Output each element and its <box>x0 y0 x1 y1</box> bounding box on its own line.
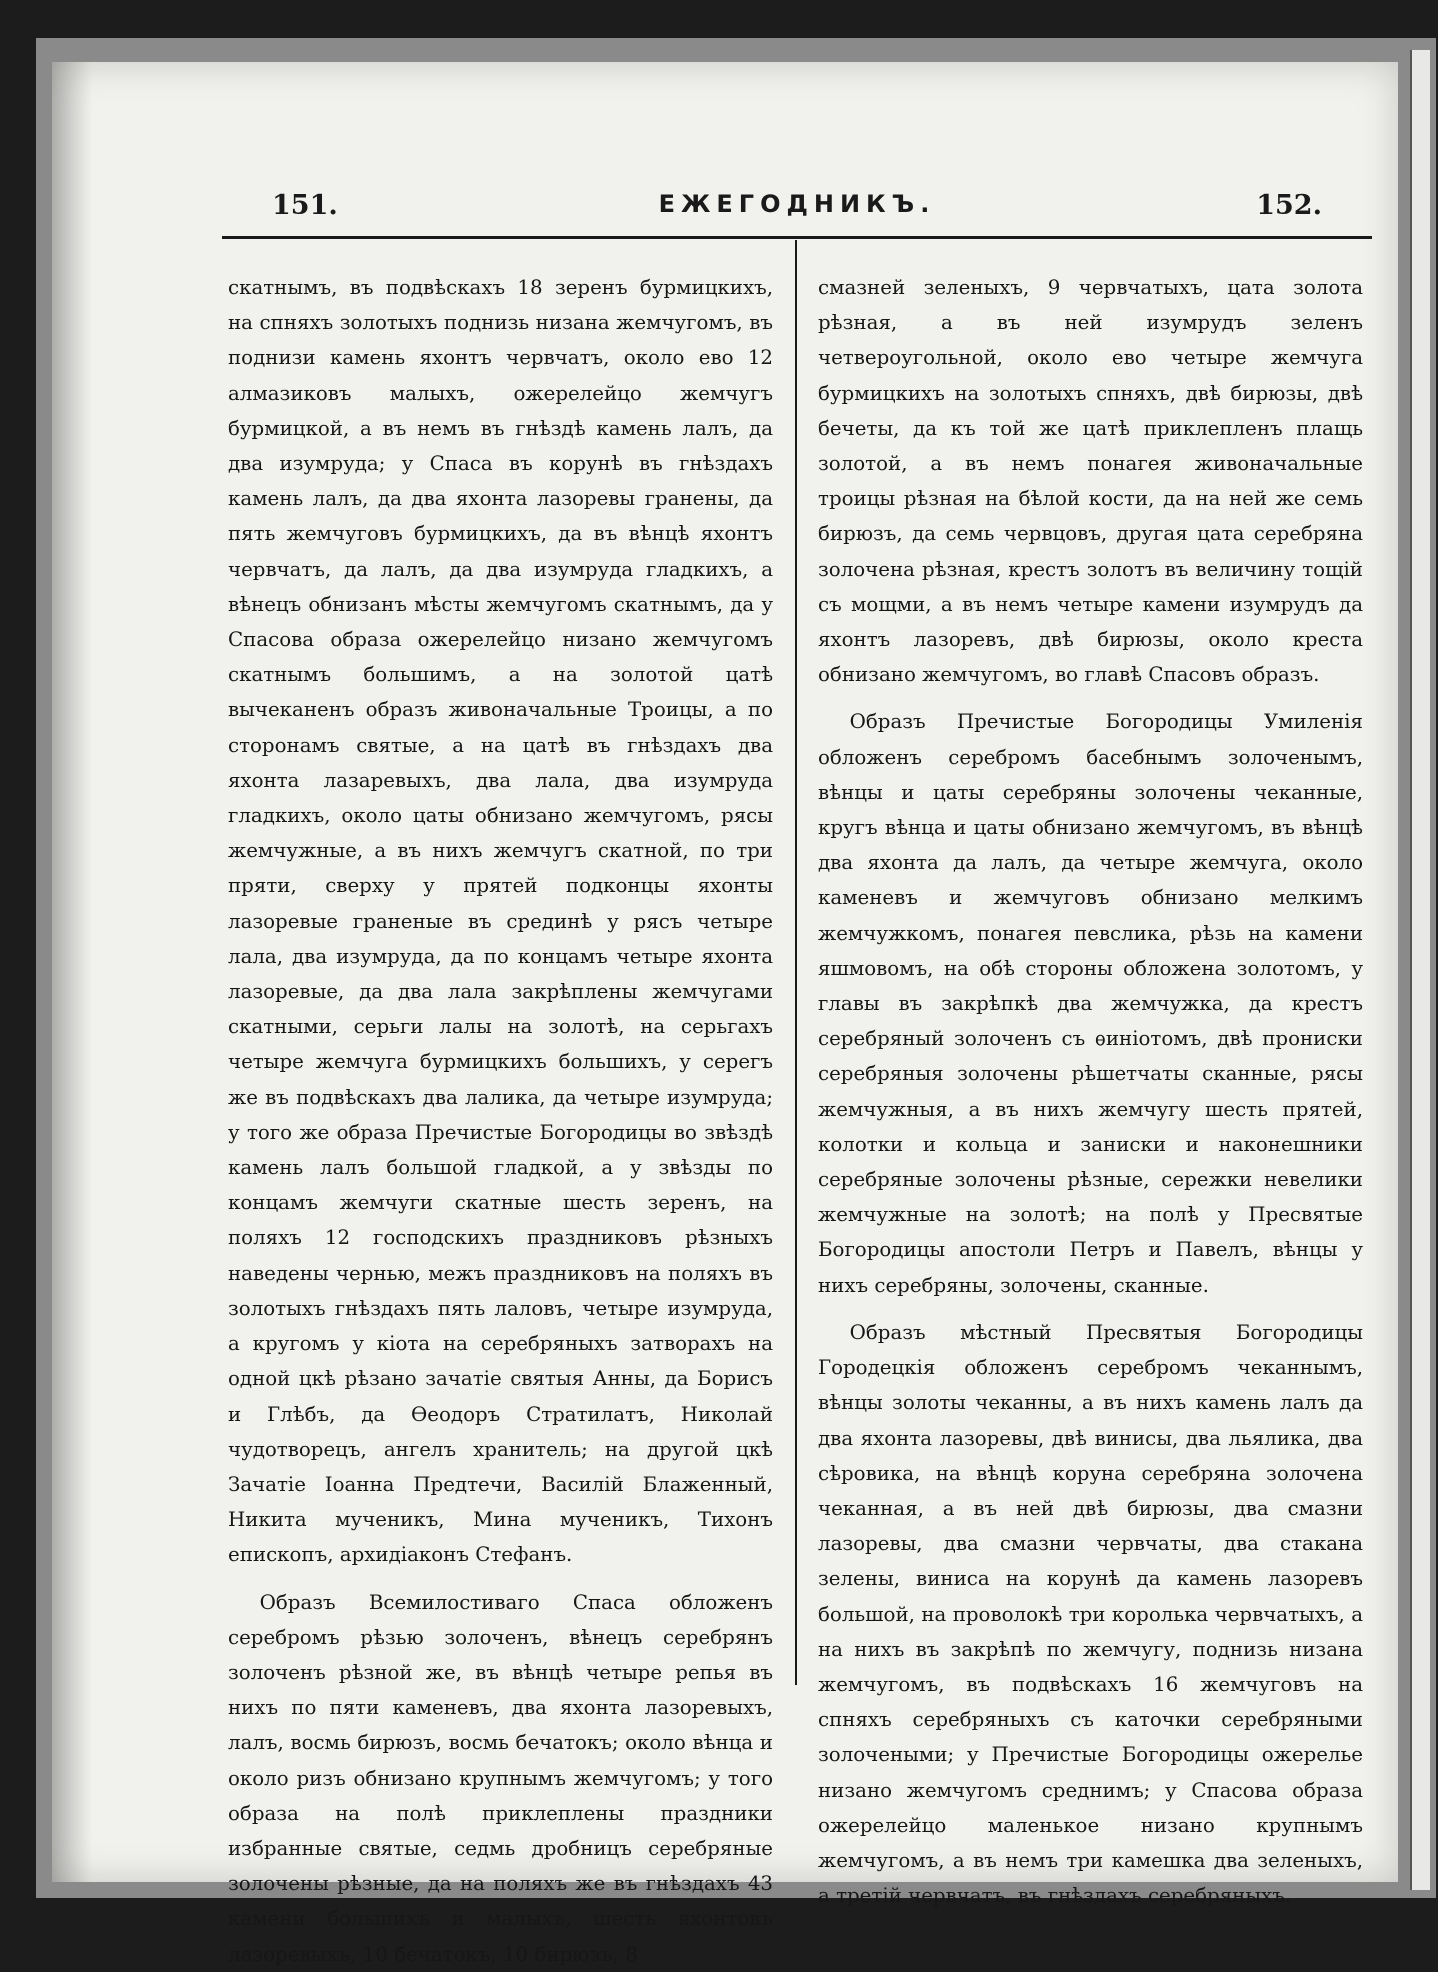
right-column <box>818 270 1363 1913</box>
right-paragraph-2: Образъ Пречистые Богородицы Умиленія обложенъ серебромъ басебнымъ золоченымъ, вѣнцы и цаты серебряны золочены чеканные, кругъ вѣнца и цаты обнизано жемчугомъ, въ вѣнцѣ два яхонта да лалъ, да четыре жемчуга, около каменевъ и жемчуговъ обнизано мелкимъ жемчужкомъ, понагея певслика, рѣзь на камени яшмовомъ, на обѣ стороны обложена золотомъ, у главы въ закрѣпкѣ два жемчужка, да крестъ серебряный золоченъ съ ѳиніотомъ, двѣ прониски серебряныя золочены рѣшетчаты сканные, рясы жемчужныя, а въ нихъ жемчугу шесть прятей, колотки и кольца и заниски и наконешники серебряные золочены рѣзные, сережки невелики жемчужные на золотѣ; на полѣ у Пресвятые Богородицы апостоли Петръ и Павелъ, вѣнцы у нихъ серебряны, золочены, сканные. <box>818 710 1363 1297</box>
left-paragraph-2: Образъ Всемилостиваго Спаса обложенъ серебромъ рѣзью золоченъ, вѣнецъ серебрянъ золоченъ рѣзной же, въ вѣнцѣ четыре репья въ нихъ по пяти каменевъ, два яхонта лазоревыхъ, лалъ, восмь бирюзъ, восмь бечатокъ; около вѣнца и около ризъ обнизано крупнымъ жемчугомъ; у того образа на полѣ приклеплены праздники избранные святые, седмь дробницъ серебряные золочены рѣзные, да на поляхъ же въ гнѣздахъ 43 камени большихъ и малыхъ, шесть яхонтовъ лазоревыхъ, 10 бечатокъ, 10 бирюзъ, 8 <box>228 1590 773 1966</box>
right-paragraph-1: смазней зеленыхъ, 9 червчатыхъ, цата золота рѣзная, а въ ней изумрудъ зеленъ четвероугольной, около ево четыре жемчуга бурмицкихъ на золотыхъ спняхъ, двѣ бирюзы, двѣ бечеты, да къ той же цатѣ приклепленъ плащь золотой, а въ немъ понагея живоначальные троицы рѣзная на бѣлой кости, да на ней же семь бирюзъ, да семь червцовъ, другая цата серебряна золочена рѣзная, крестъ золотъ въ величину тощій съ мощми, а въ немъ четыре камени изумрудъ да яхонтъ лазоревъ, двѣ бирюзы, около креста обнизано жемчугомъ, во главѣ Спасовъ образъ. <box>818 276 1363 687</box>
header-rule <box>222 236 1372 239</box>
page-header <box>222 190 1372 240</box>
left-paragraph-1: скатнымъ, въ подвѣскахъ 18 зеренъ бурмицкихъ, на спняхъ золотыхъ поднизь низана жемчугомъ, въ поднизи камень яхонтъ червчатъ, около ево 12 алмазиковъ малыхъ, ожерелейцо жемчугъ бурмицкой, а въ немъ въ гнѣздѣ камень лалъ, да два изумруда; у Спаса въ корунѣ въ гнѣздахъ камень лалъ, да два яхонта лазоревы гранены, да пять жемчуговъ бурмицкихъ, да въ вѣнцѣ яхонтъ червчатъ, да лалъ, да два изумруда гладкихъ, а вѣнецъ обнизанъ мѣсты жемчугомъ скатнымъ, да у Спасова образа ожерелейцо низано жемчугомъ скатнымъ большимъ, а на золотой цатѣ вычеканенъ образъ живоначальные Троицы, а по сторонамъ святые, а на цатѣ въ гнѣздахъ два яхонта лазаревыхъ, два лала, два изумруда гладкихъ, около цаты обнизано жемчугомъ, рясы жемчужные, а въ нихъ жемчугъ скатной, по три пряти, сверху у прятей подконцы яхонты лазоревые граненые въ срединѣ у рясъ четыре лала, два изумруда, да по концамъ четыре яхонта лазоревые, да два лала закрѣплены жемчугами скатными, серьги лалы на золотѣ, на серьгахъ четыре жемчуга бурмицкихъ большихъ, у серегъ же въ подвѣскахъ два лалика, да четыре изумруда; у того же образа Пречистые Богородицы во звѣздѣ камень лалъ большой гладкой, а у звѣзды по концамъ жемчуги скатные шесть зеренъ, на поляхъ 12 господскихъ праздниковъ рѣзныхъ наведены чернью, межъ праздниковъ на поляхъ въ золотыхъ гнѣздахъ пять лаловъ, четыре изумруда, а кругомъ у кіота на серебряныхъ затворахъ на одной цкѣ рѣзано зачатіе святыя Анны, да Борисъ и Глѣбъ, да Ѳеодоръ Стратилатъ, Николай чудотворецъ, ангелъ хранитель; на другой цкѣ Зачатіе Іоанна Предтечи, Василій Блаженный, Никита мученикъ, Мина мученикъ, Тихонъ епископъ, архидіаконъ Стефанъ. <box>228 276 773 1567</box>
running-title: ЕЖЕГОДНИКЪ. <box>658 190 936 218</box>
right-paragraph-3: Образъ мѣстный Пресвятыя Богородицы Городецкія обложенъ серебромъ чеканнымъ, вѣнцы золоты чеканны, а въ нихъ камень лалъ да два яхонта лазоревы, двѣ винисы, два льялика, два сѣровика, на вѣнцѣ коруна серебряна золочена чеканная, а въ ней двѣ бирюзы, два смазни лазоревы, два смазни червчаты, два стакана зелены, виниса на корунѣ да камень лазоревъ большой, на проволокѣ три королька червчатыхъ, а на нихъ въ закрѣпѣ по жемчугу, поднизь низана жемчугомъ, въ подвѣскахъ 16 жемчуговъ на спняхъ серебряныхъ съ каточки серебряными золочеными; у Пречистые Богородицы ожерелье низано жемчугомъ среднимъ; у Спасова образа ожерелейцо маленькое низано крупнымъ жемчугомъ, а въ немъ три камешка два зеленыхъ, а третій червчатъ, въ гнѣздахъ серебряныхъ. <box>818 1320 1363 1908</box>
gutter-shadow <box>52 62 92 1882</box>
left-page-number: 151. <box>272 190 338 221</box>
right-page-number: 152. <box>1256 190 1322 221</box>
left-column <box>228 270 773 1972</box>
column-divider <box>795 240 797 1685</box>
page-edge <box>1410 50 1430 1890</box>
